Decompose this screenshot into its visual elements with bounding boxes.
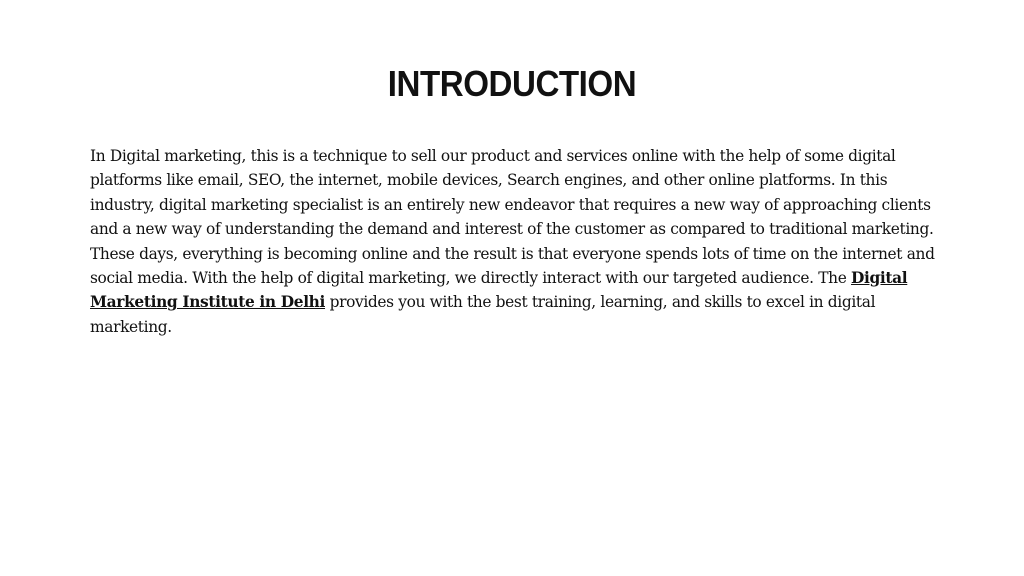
intro-text-before-link: In Digital marketing, this is a technique to sell our product and services online with the help of some digital platforms like email, SEO, the internet, mobile devices, Search engines, and other online platforms. In this industry, digital marketing specialist is an entirely new endeavor that requires a new way of approaching clients and a new way of understanding the demand and interest of the customer as compared to traditional marketing. These days, everything is becoming online and the result is that everyone spends lots of time on the internet and social media. With the help of digital marketing, we directly interact with our targeted audience. The	[90, 147, 935, 288]
intro-paragraph	[90, 144, 938, 339]
institute-link[interactable]: Digital Marketing Institute in Delhi	[90, 269, 908, 312]
intro-text-after-link: provides you with the best training, learning, and skills to excel in digital marketing.	[90, 293, 876, 336]
slide-title: INTRODUCTION	[387, 63, 637, 104]
